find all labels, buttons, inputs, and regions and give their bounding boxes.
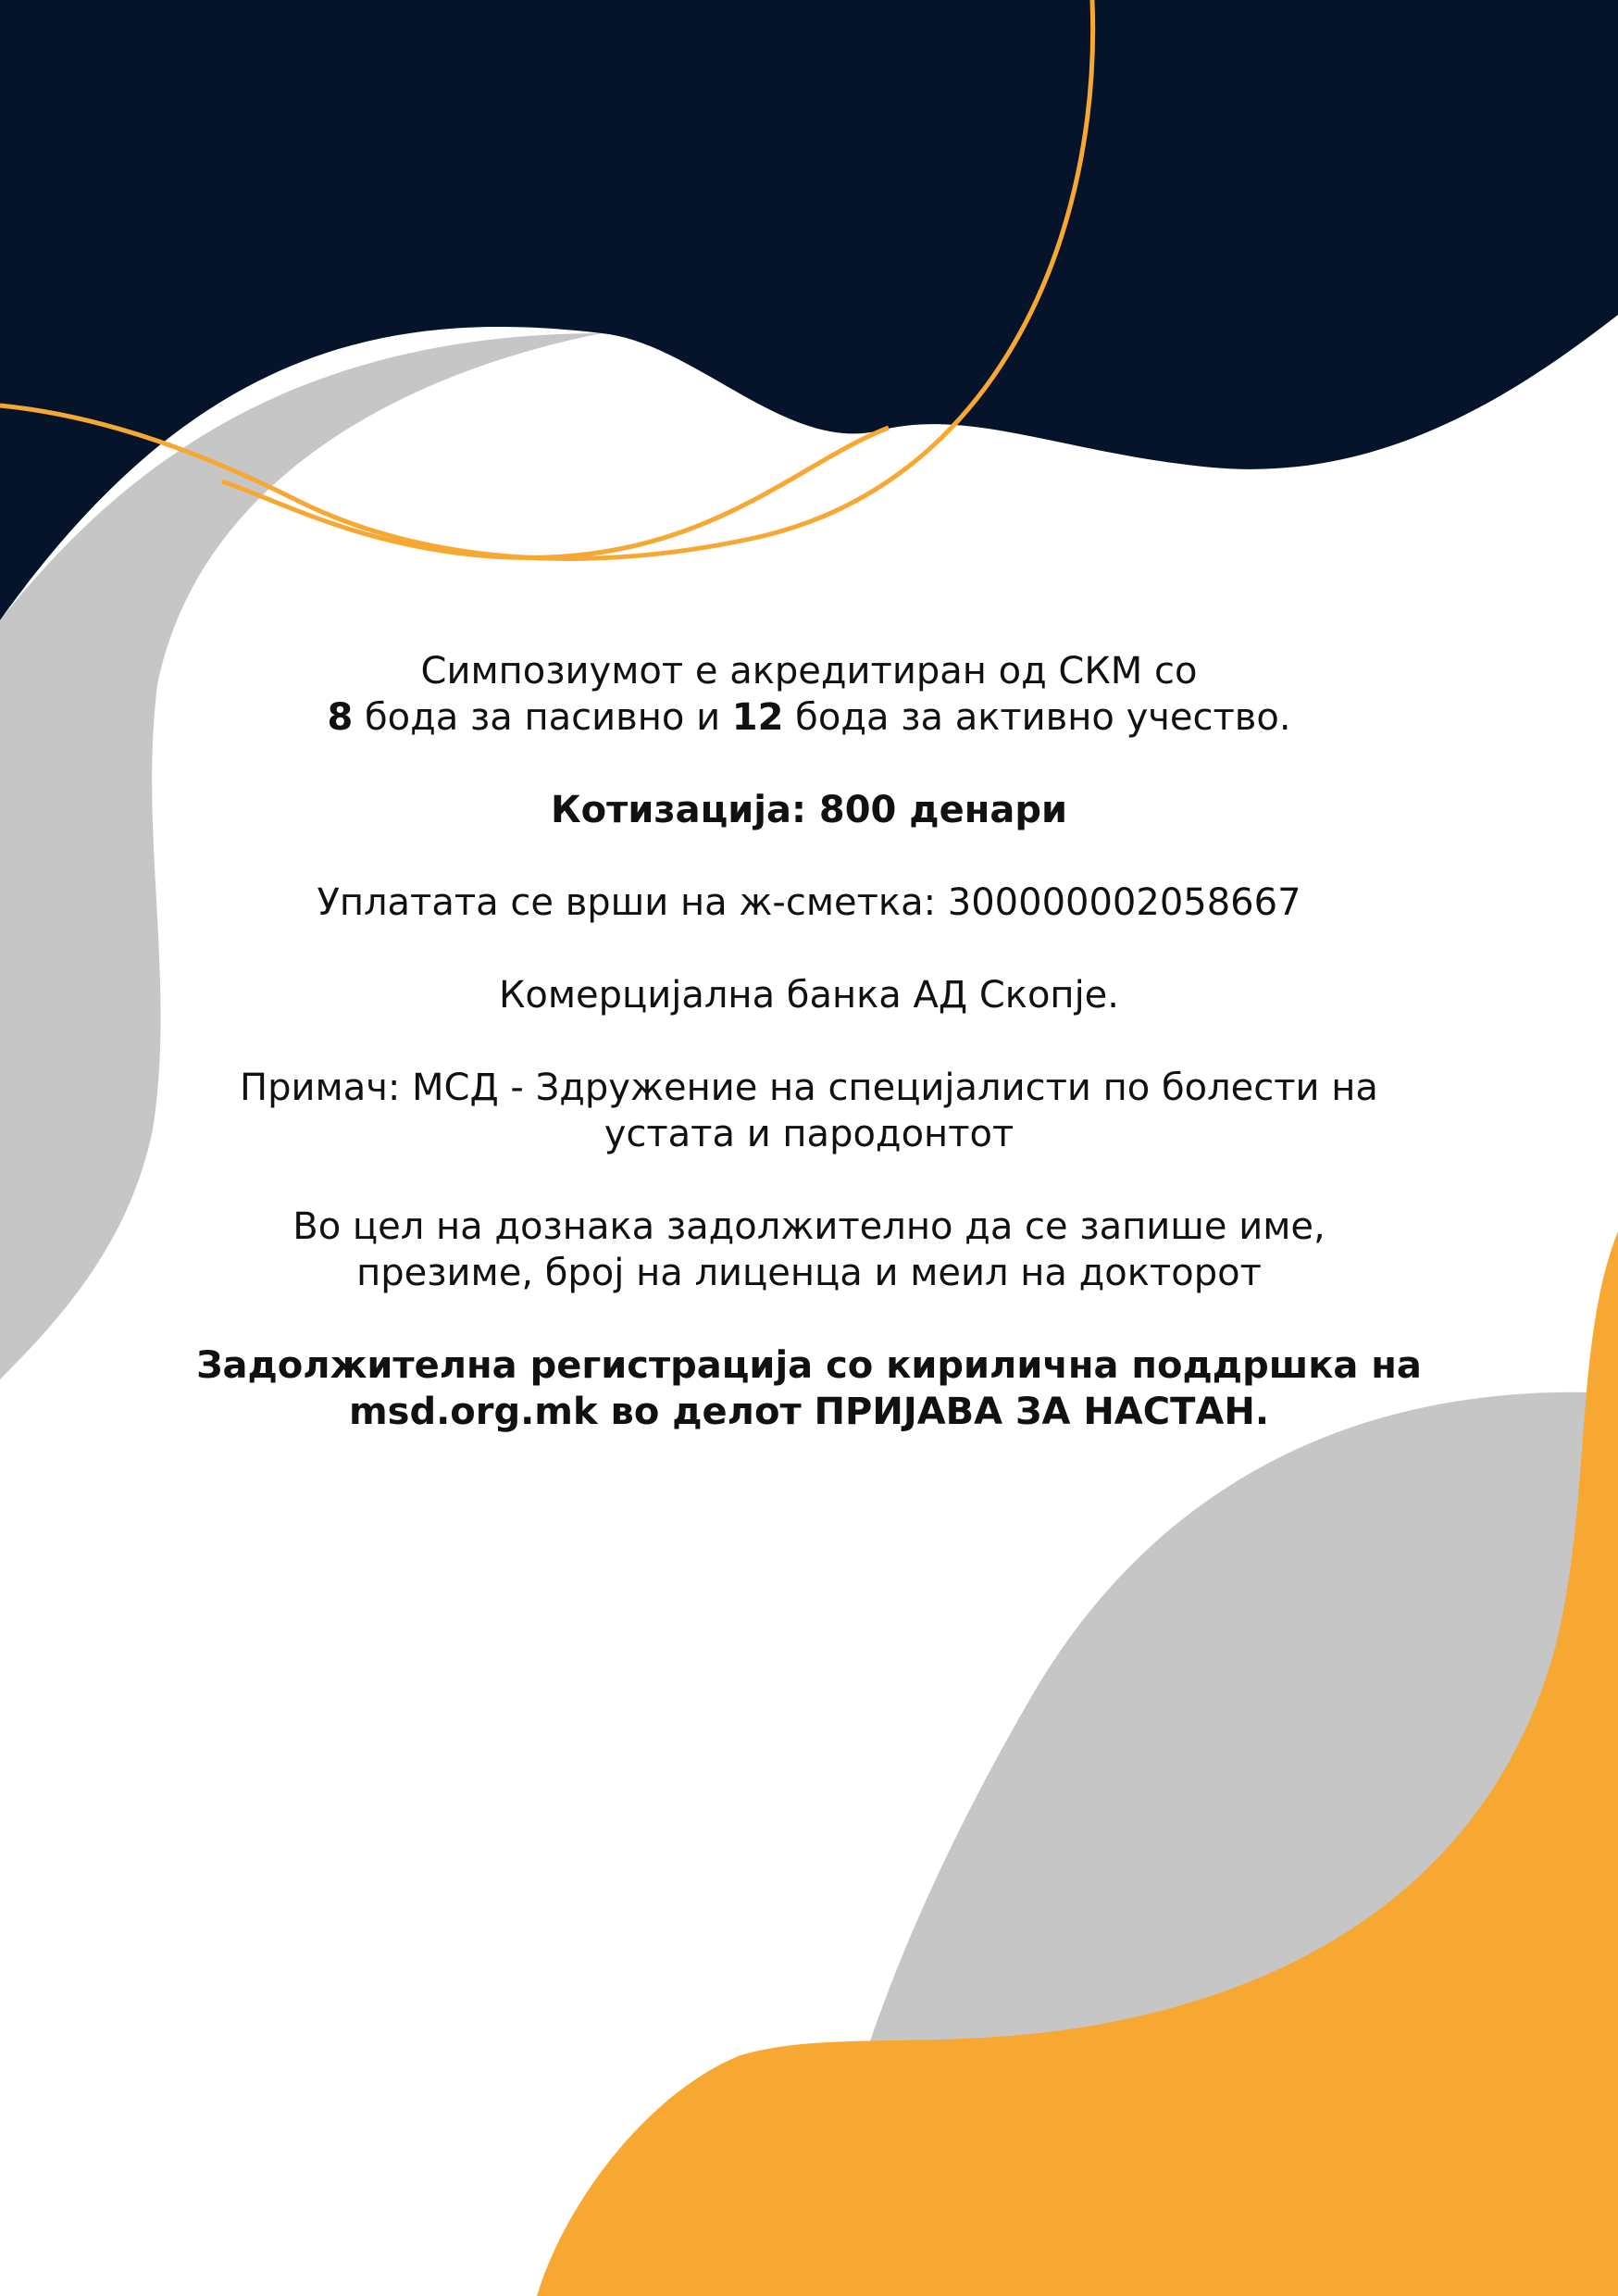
registration-line-1: Задолжителна регистрација со кирилична поддршка на bbox=[196, 1344, 1422, 1387]
recipient-line-2: устата и пародонтот bbox=[604, 1113, 1014, 1155]
accreditation-paragraph bbox=[161, 648, 1457, 741]
active-points: 12 bbox=[731, 696, 784, 739]
accreditation-line-2 bbox=[161, 694, 1457, 741]
accreditation-line-1: Симпозиумот е акредитиран од СКМ со bbox=[420, 650, 1198, 693]
payment-account-text: Уплатата се врши на ж-сметка: 300000002058667 bbox=[317, 881, 1301, 924]
passive-points: 8 bbox=[327, 696, 354, 739]
transfer-note-line-1: Во цел на дознака задолжително да се запише име, bbox=[292, 1205, 1326, 1248]
navy-wave-shape bbox=[0, 0, 1618, 620]
passive-text: бода за пасивно и bbox=[353, 696, 732, 739]
recipient-paragraph bbox=[161, 1065, 1457, 1157]
registration-line-2: msd.org.mk во делот ПРИЈАВА ЗА НАСТАН. bbox=[348, 1391, 1270, 1433]
transfer-note-paragraph bbox=[161, 1204, 1457, 1296]
recipient-line-1: Примач: МСД - Здружение на специјалисти по болести на bbox=[240, 1067, 1378, 1109]
active-text: бода за активно учество. bbox=[783, 696, 1291, 739]
transfer-note-line-2: презиме, број на лиценца и меил на докторот bbox=[356, 1252, 1262, 1294]
fee-text: Котизација: 800 денари bbox=[550, 789, 1068, 831]
orange-line-wave bbox=[222, 428, 889, 557]
bank-name-text: Комерцијална банка АД Скопје. bbox=[498, 974, 1120, 1017]
info-text-block bbox=[161, 648, 1457, 1481]
registration-paragraph bbox=[161, 1342, 1457, 1435]
